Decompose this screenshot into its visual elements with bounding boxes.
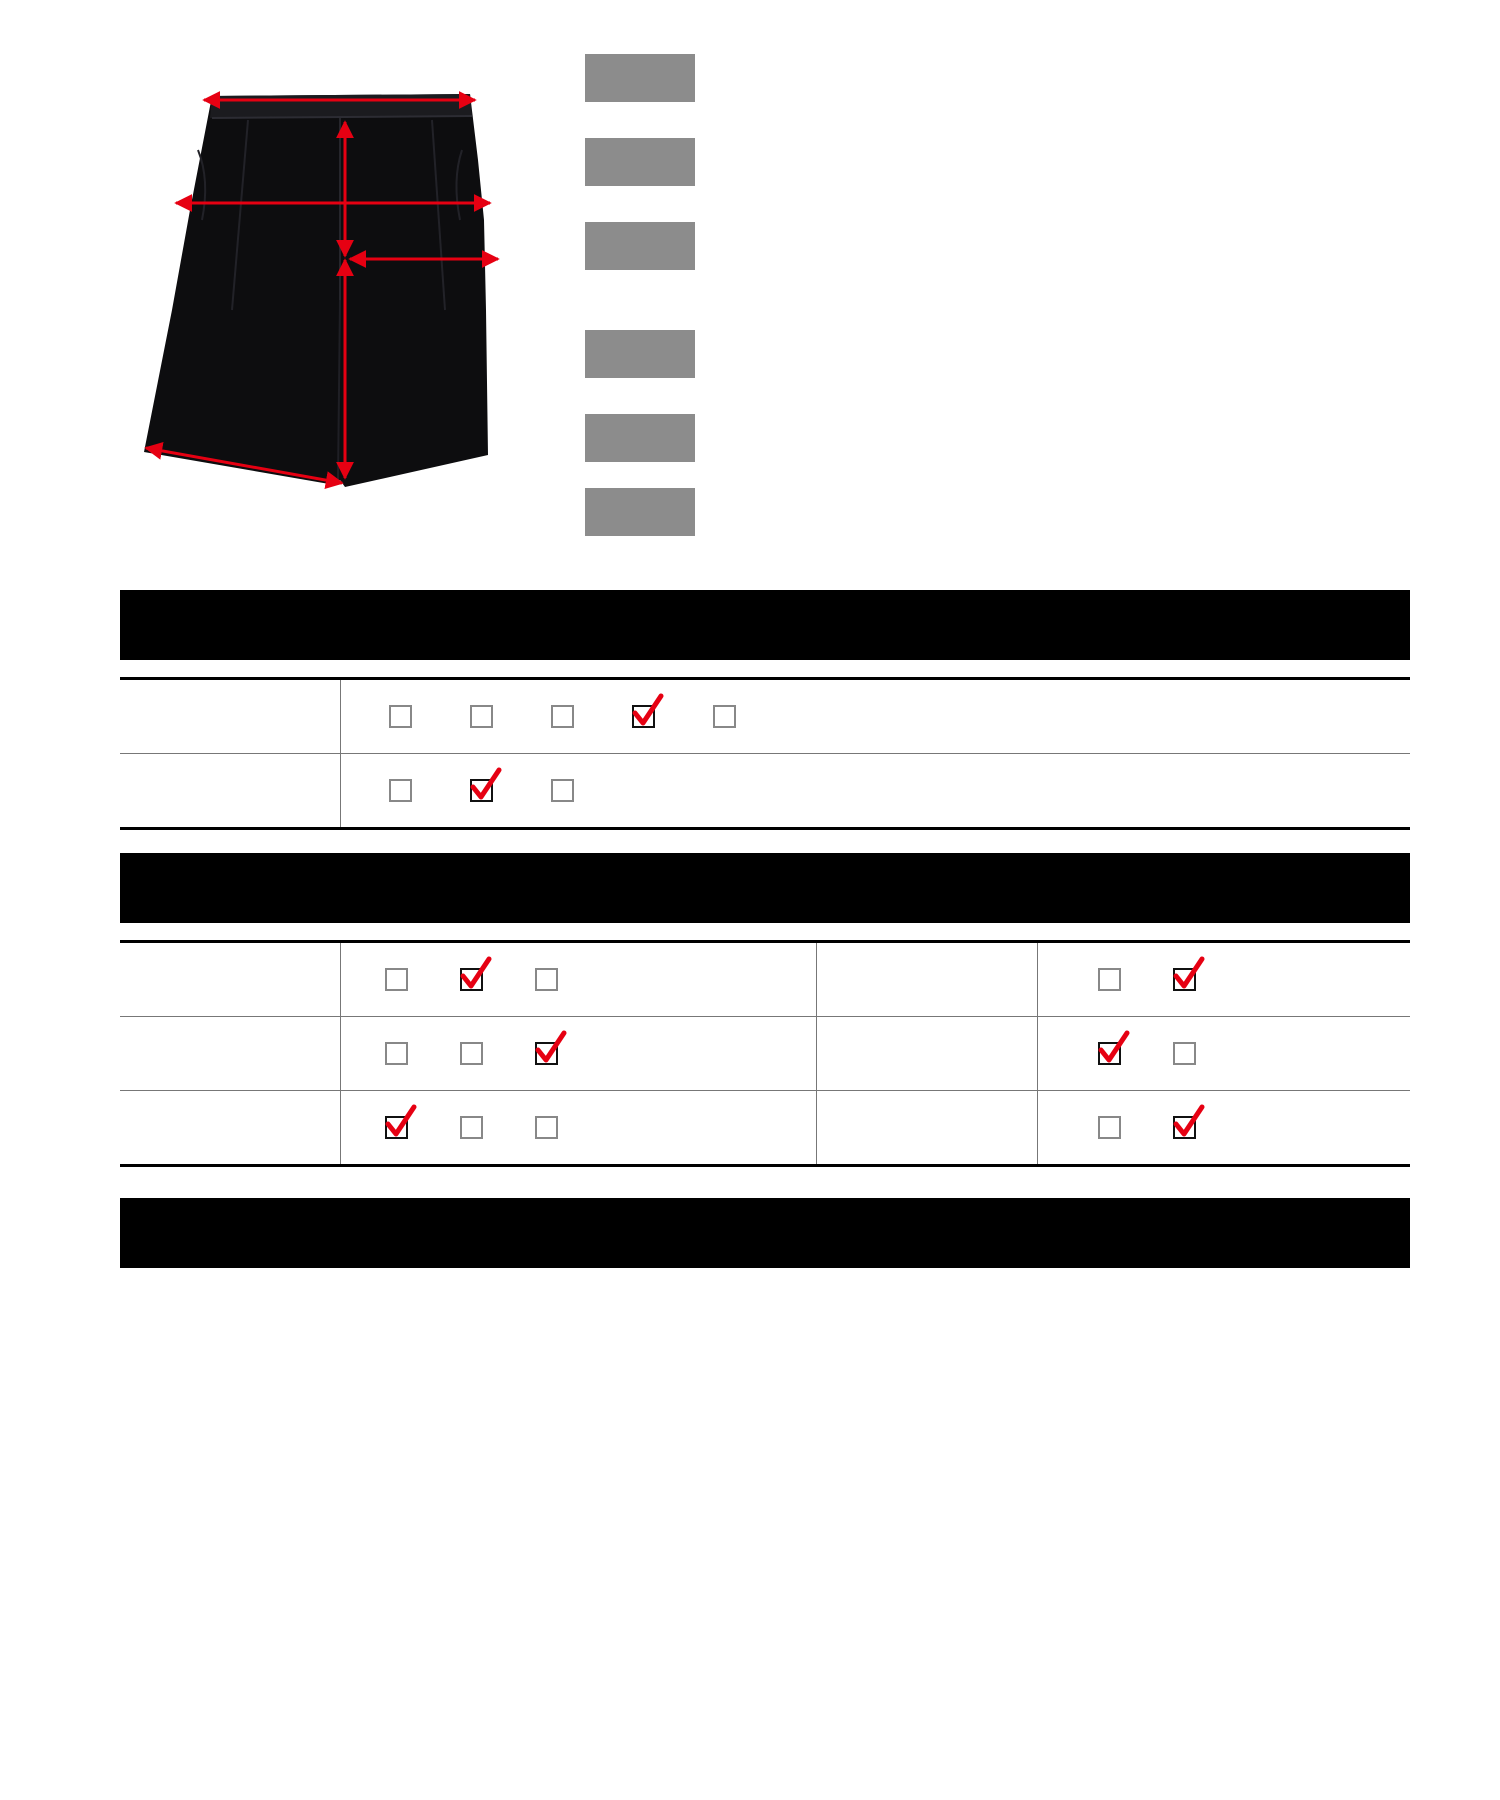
fabric-options-cell	[1038, 1091, 1411, 1166]
option-group	[1038, 1042, 1410, 1065]
checkbox-option[interactable]	[389, 779, 424, 802]
fabric-detail-header	[120, 853, 1410, 923]
option-group	[341, 968, 816, 991]
checked-checkbox[interactable]	[535, 1042, 558, 1065]
checkbox-option[interactable]	[1098, 1042, 1133, 1065]
red-check-icon	[1172, 956, 1206, 992]
option-group	[1038, 968, 1410, 991]
checkbox-option[interactable]	[470, 705, 505, 728]
checkbox-option[interactable]	[460, 1116, 495, 1139]
option-group	[341, 1042, 816, 1065]
option-group	[341, 779, 1410, 802]
fabric-row	[120, 942, 1410, 1017]
checked-checkbox[interactable]	[632, 705, 655, 728]
checkbox-option[interactable]	[385, 1042, 420, 1065]
fitting-information-header	[120, 590, 1410, 660]
fitting-row	[120, 754, 1410, 829]
unchecked-checkbox[interactable]	[385, 1042, 408, 1065]
checkbox-option[interactable]	[460, 1042, 495, 1065]
fabric-table	[120, 940, 1410, 1167]
fabric-options-cell	[1038, 942, 1411, 1017]
fabric-row-label	[817, 1091, 1038, 1166]
unchecked-checkbox[interactable]	[460, 1116, 483, 1139]
fitting-row-label	[120, 679, 341, 754]
red-check-icon	[631, 693, 665, 729]
checkbox-option[interactable]	[460, 968, 495, 991]
unchecked-checkbox[interactable]	[460, 1042, 483, 1065]
checkbox-option[interactable]	[632, 705, 667, 728]
fabric-row	[120, 1091, 1410, 1166]
fabric-options-cell	[341, 1017, 817, 1091]
unchecked-checkbox[interactable]	[470, 705, 493, 728]
checkbox-option[interactable]	[551, 705, 586, 728]
checked-checkbox[interactable]	[1098, 1042, 1121, 1065]
fitting-table	[120, 677, 1410, 830]
red-check-icon	[1172, 1104, 1206, 1140]
unchecked-checkbox[interactable]	[551, 705, 574, 728]
legend-row	[585, 488, 719, 536]
checkbox-option[interactable]	[470, 779, 505, 802]
legend-row	[585, 222, 719, 270]
unchecked-checkbox[interactable]	[1098, 968, 1121, 991]
unchecked-checkbox[interactable]	[535, 1116, 558, 1139]
legend-row	[585, 330, 719, 378]
option-group	[1038, 1116, 1410, 1139]
checked-checkbox[interactable]	[1173, 1116, 1196, 1139]
fitting-row-label	[120, 754, 341, 829]
legend-row	[585, 138, 719, 186]
checked-checkbox[interactable]	[460, 968, 483, 991]
fabric-options-cell	[341, 1091, 817, 1166]
fabric-row-label	[817, 942, 1038, 1017]
checkbox-option[interactable]	[385, 1116, 420, 1139]
checked-checkbox[interactable]	[470, 779, 493, 802]
checked-checkbox[interactable]	[1173, 968, 1196, 991]
shorts-measurement-diagram	[140, 60, 540, 500]
red-check-icon	[534, 1030, 568, 1066]
option-group	[341, 1116, 816, 1139]
legend-term-badge	[585, 138, 695, 186]
checkbox-option[interactable]	[389, 705, 424, 728]
checkbox-option[interactable]	[385, 968, 420, 991]
unchecked-checkbox[interactable]	[389, 705, 412, 728]
red-check-icon	[459, 956, 493, 992]
fitting-options-cell	[341, 679, 1411, 754]
unchecked-checkbox[interactable]	[389, 779, 412, 802]
unchecked-checkbox[interactable]	[713, 705, 736, 728]
legend-row	[585, 54, 719, 102]
unchecked-checkbox[interactable]	[385, 968, 408, 991]
fabric-row	[120, 1017, 1410, 1091]
legend-term-badge	[585, 488, 695, 536]
fitting-options-cell	[341, 754, 1411, 829]
checkbox-option[interactable]	[1173, 1042, 1208, 1065]
checkbox-option[interactable]	[713, 705, 748, 728]
fabric-options-cell	[341, 942, 817, 1017]
legend-term-badge	[585, 330, 695, 378]
fabric-options-cell	[1038, 1017, 1411, 1091]
fabric-row-label	[120, 1091, 341, 1166]
legend-term-badge	[585, 54, 695, 102]
unchecked-checkbox[interactable]	[551, 779, 574, 802]
fabric-row-label	[120, 1017, 341, 1091]
option-group	[341, 705, 1410, 728]
checkbox-option[interactable]	[1173, 1116, 1208, 1139]
checkbox-option[interactable]	[1098, 1116, 1133, 1139]
shorts-illustration	[140, 60, 540, 500]
checkbox-option[interactable]	[551, 779, 586, 802]
checked-checkbox[interactable]	[385, 1116, 408, 1139]
unchecked-checkbox[interactable]	[1098, 1116, 1121, 1139]
checkbox-option[interactable]	[1098, 968, 1133, 991]
red-check-icon	[469, 767, 503, 803]
fabric-row-label	[120, 942, 341, 1017]
checkbox-option[interactable]	[535, 968, 570, 991]
checkbox-option[interactable]	[535, 1116, 570, 1139]
legend-term-badge	[585, 222, 695, 270]
fabric-row-label	[817, 1017, 1038, 1091]
checkbox-option[interactable]	[535, 1042, 570, 1065]
red-check-icon	[1097, 1030, 1131, 1066]
unchecked-checkbox[interactable]	[535, 968, 558, 991]
checkbox-option[interactable]	[1173, 968, 1208, 991]
red-check-icon	[384, 1104, 418, 1140]
legend-term-badge	[585, 414, 695, 462]
unchecked-checkbox[interactable]	[1173, 1042, 1196, 1065]
size-speck-header	[120, 1198, 1410, 1268]
fitting-row	[120, 679, 1410, 754]
legend-row	[585, 414, 719, 462]
